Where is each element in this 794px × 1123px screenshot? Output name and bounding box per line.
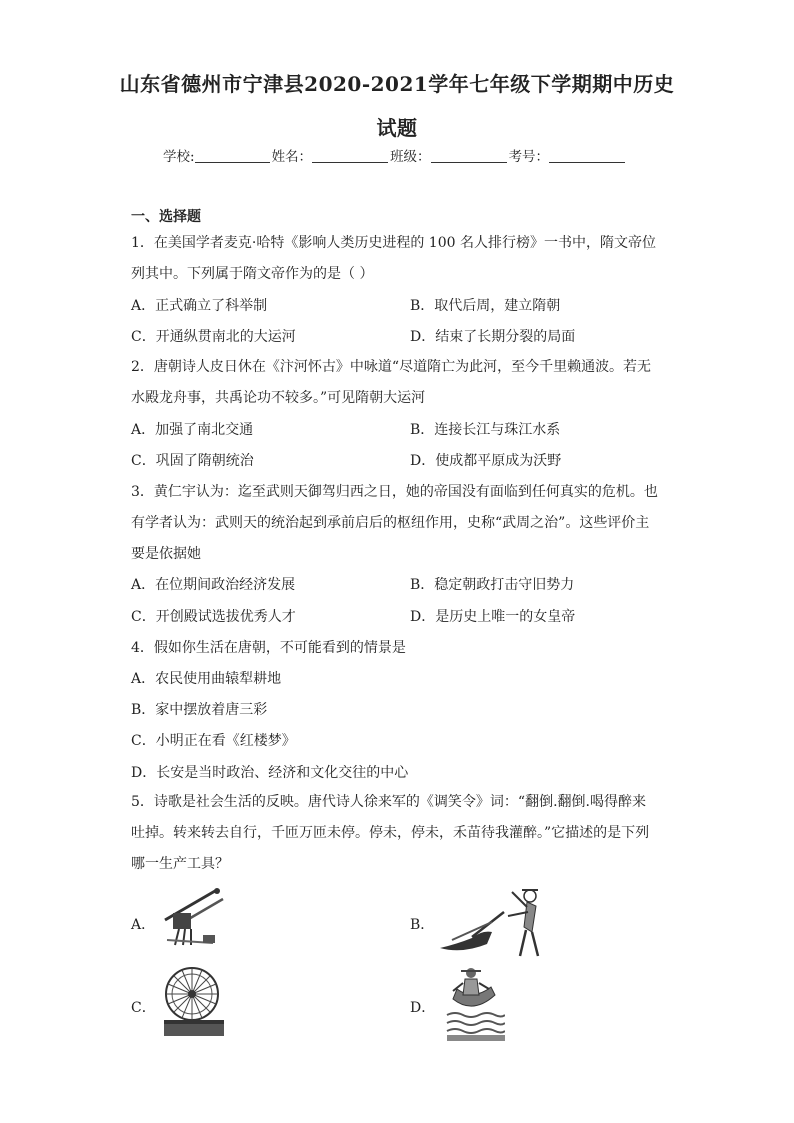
- q5-option-b[interactable]: B．: [410, 917, 435, 933]
- question-1-stem: [131, 228, 671, 290]
- question-5-line3: 哪一生产工具？: [131, 856, 229, 872]
- class-field[interactable]: [431, 148, 507, 163]
- q2-option-d[interactable]: D．使成都平原成为沃野: [410, 453, 562, 469]
- question-2-line1: 2．唐朝诗人皮日休在《汴河怀古》中咏道“尽道隋亡为此河，至今千里赖通波。若无: [131, 359, 652, 375]
- class-label: 班级：: [390, 149, 431, 165]
- question-2-stem: [131, 352, 671, 414]
- q3-option-b[interactable]: B．稳定朝政打击守旧势力: [410, 577, 575, 593]
- question-1-line1: 1．在美国学者麦克·哈特《影响人类历史进程的 100 名人排行榜》一书中，隋文帝位: [131, 235, 656, 251]
- q1-option-c[interactable]: C．开通纵贯南北的大运河: [131, 329, 296, 345]
- question-5-line2: 吐掉。转来转去自行，千匝万匝未停。停未，停未，禾苗待我灌醉。”它描述的是下列: [131, 825, 650, 841]
- boat-rider-icon[interactable]: [445, 965, 505, 1043]
- farm-implement-icon[interactable]: [155, 885, 235, 950]
- question-5-stem: [131, 787, 671, 880]
- question-5-line1: 5．诗歌是社会生活的反映。唐代诗人徐来军的《调笑令》词：“翻倒.翻倒.喝得醉来: [131, 794, 646, 810]
- q5-option-d[interactable]: D．: [410, 1000, 436, 1016]
- question-4-line1: 4．假如你生活在唐朝，不可能看到的情景是: [131, 640, 406, 656]
- question-3-stem: [131, 477, 671, 570]
- q1-option-a[interactable]: A．正式确立了科举制: [131, 298, 268, 314]
- q5-option-a[interactable]: A．: [131, 917, 156, 933]
- q5-option-c[interactable]: C．: [131, 1000, 156, 1016]
- q2-option-a[interactable]: A．加强了南北交通: [131, 422, 254, 438]
- exam-no-field[interactable]: [549, 148, 625, 163]
- name-field[interactable]: [312, 148, 388, 163]
- question-3-line2: 有学者认为：武则天的统治起到承前启后的枢纽作用，史称“武周之治”。这些评价主: [131, 515, 650, 531]
- exam-no-label: 考号：: [508, 149, 550, 165]
- q4-option-c[interactable]: C．小明正在看《红楼梦》: [131, 733, 296, 749]
- q4-option-d[interactable]: D．长安是当时政治、经济和文化交往的中心: [131, 765, 409, 781]
- question-3-line1: 3．黄仁宇认为：迄至武则天御驾归西之日，她的帝国没有面临到任何真实的危机。也: [131, 484, 658, 500]
- school-field[interactable]: [195, 148, 270, 163]
- question-3-line3: 要是依据她: [131, 546, 201, 562]
- page-title: 山东省德州市宁津县2020-2021学年七年级下学期期中历史: [119, 72, 675, 96]
- name-label: 姓名：: [271, 149, 313, 165]
- q1-option-d[interactable]: D．结束了长期分裂的局面: [410, 329, 576, 345]
- q3-option-d[interactable]: D．是历史上唯一的女皇帝: [410, 609, 576, 625]
- q4-option-a[interactable]: A．农民使用曲辕犁耕地: [131, 671, 282, 687]
- question-1-line2: 列其中。下列属于隋文帝作为的是（ ）: [131, 266, 374, 282]
- school-label: 学校:: [163, 149, 195, 165]
- question-2-line2: 水殿龙舟事，共禹论功不较多。”可见隋朝大运河: [131, 390, 426, 406]
- section-heading: 一、选择题: [131, 209, 201, 225]
- q4-option-b[interactable]: B．家中摆放着唐三彩: [131, 702, 268, 718]
- q3-option-a[interactable]: A．在位期间政治经济发展: [131, 577, 296, 593]
- waterwheel-icon[interactable]: [160, 962, 228, 1040]
- q1-option-b[interactable]: B．取代后周，建立隋朝: [410, 298, 561, 314]
- question-4-stem: [131, 633, 671, 664]
- q3-option-c[interactable]: C．开创殿试选拔优秀人才: [131, 609, 296, 625]
- q2-option-b[interactable]: B．连接长江与珠江水系: [410, 422, 561, 438]
- q2-option-c[interactable]: C．巩固了隋朝统治: [131, 453, 254, 469]
- page-title-line2: 试题: [376, 116, 418, 140]
- student-info-row: [163, 145, 627, 165]
- plowing-farmer-icon[interactable]: [432, 882, 552, 962]
